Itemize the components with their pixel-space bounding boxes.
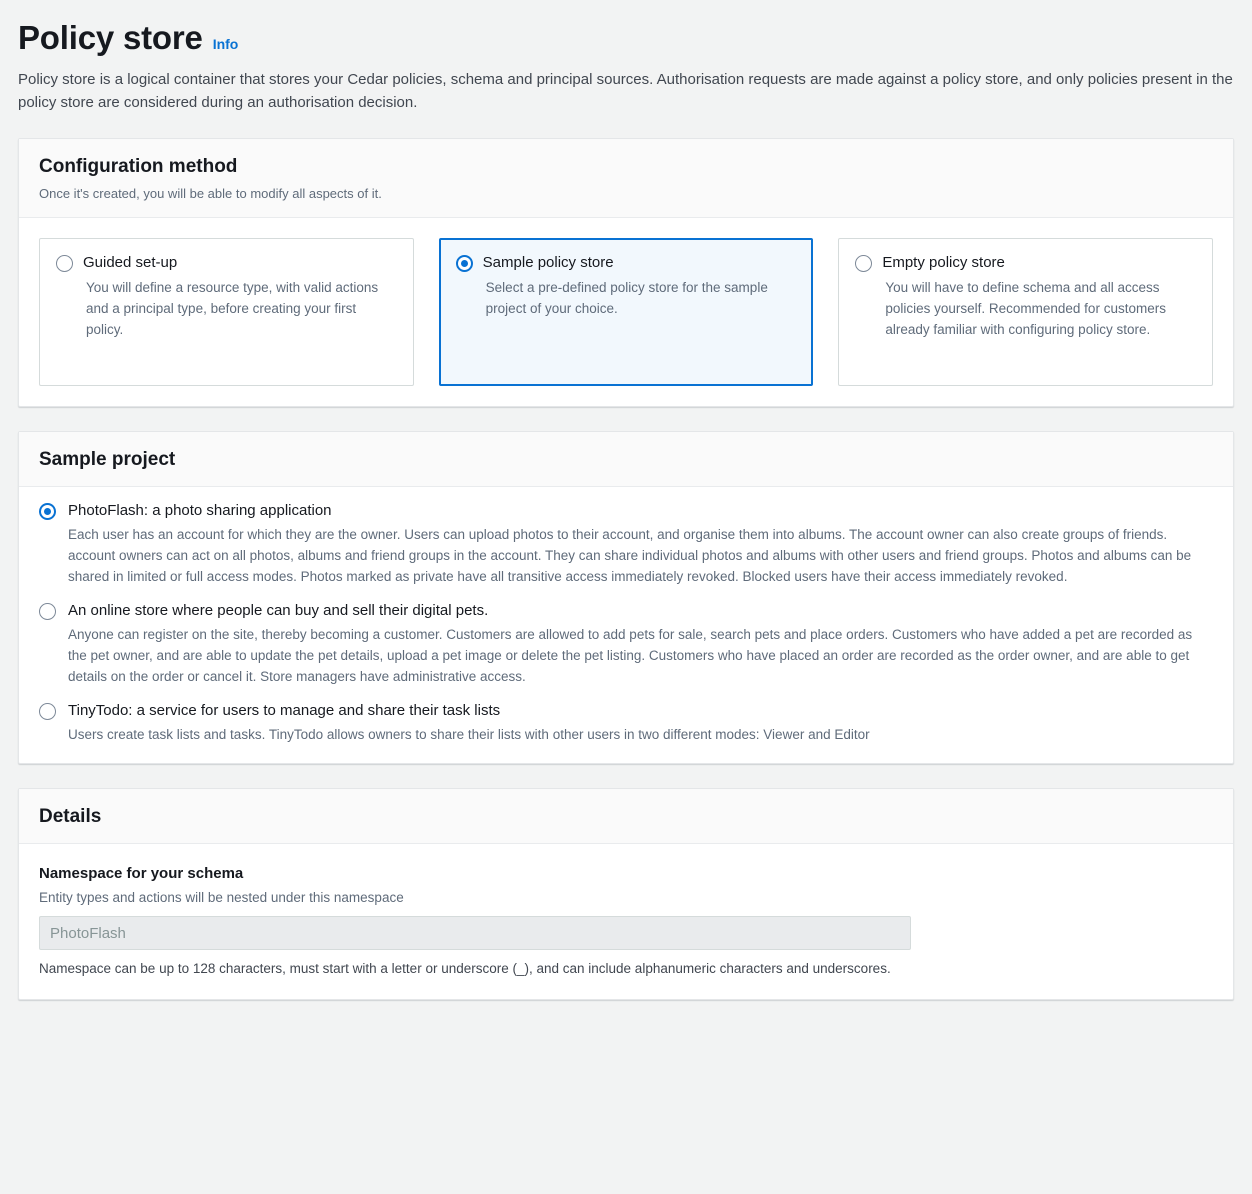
radio-icon-empty-policy-store[interactable] (855, 255, 872, 272)
tile-sample-policy-store-label: Sample policy store (482, 254, 614, 271)
radio-icon-photoflash[interactable] (39, 503, 56, 520)
sample-project-option-photoflash[interactable] (39, 501, 1213, 587)
namespace-label: Namespace for your schema (39, 865, 244, 882)
sample-project-card (18, 431, 1234, 764)
radio-wrap-digital-pets (39, 601, 56, 625)
tile-empty-policy-store[interactable] (838, 238, 1213, 386)
tile-empty-policy-store-label: Empty policy store (882, 254, 1005, 271)
tile-empty-policy-store-description: You will have to define schema and all access policies yourself. Recommended for customers already familiar with configuring policy store. (885, 280, 1166, 337)
page-description: Policy store is a logical container that stores your Cedar policies, schema and principal sources. Authorisation requests are made against a policy store, and only policies present in the policy store are considered during an authorisation decision. (18, 71, 1233, 111)
page-title: Policy store (18, 19, 203, 56)
sample-project-tinytodo-label: TinyTodo: a service for users to manage and share their task lists (68, 702, 501, 719)
configuration-method-card (18, 138, 1234, 407)
details-body (19, 844, 1233, 999)
sample-project-digital-pets-label: An online store where people can buy and sell their digital pets. (68, 602, 489, 619)
title-row (18, 18, 1234, 58)
sample-project-photoflash-description: Each user has an account for which they are the owner. Users can upload photos to their account, and organise them into albums. The account owner can also create groups of friends. account owners can act on all photos, albums and friend groups in the account. They can share individual photos and albums with other users and friend groups. Photos and albums can be shared in limited or full access modes. Photos marked as private have all transitive access immediately revoked. Blocked users have their access immediately revoked. (68, 527, 1192, 584)
tile-empty-policy-store-top (855, 253, 1196, 273)
tile-guided-setup-description: You will define a resource type, with valid actions and a principal type, before creating your first policy. (86, 280, 379, 337)
radio-wrap-photoflash (39, 501, 56, 525)
radio-wrap-tinytodo (39, 701, 56, 725)
tile-sample-policy-store-top (456, 253, 797, 273)
namespace-input[interactable]: PhotoFlash (39, 916, 911, 950)
tile-guided-setup[interactable] (39, 238, 414, 386)
sample-project-digital-pets-text (68, 601, 1213, 687)
tile-sample-policy-store[interactable] (439, 238, 814, 386)
info-link[interactable]: Info (212, 36, 239, 52)
sample-project-option-tinytodo[interactable] (39, 701, 1213, 745)
sample-project-option-digital-pets[interactable] (39, 601, 1213, 687)
sample-project-digital-pets-description: Anyone can register on the site, thereby becoming a customer. Customers are allowed to add pets for sale, search pets and place orders. Customers who have added a pet are recorded as the pet owner, and are able to update the pet details, upload a pet image or delete the pet listing. Customers who have placed an order are recorded as the order owner, and are able to get details on the order or cancel it. Store managers have administrative access. (68, 627, 1193, 684)
sample-project-header (19, 432, 1233, 487)
sample-project-tinytodo-text (68, 701, 1213, 745)
namespace-hint: Entity types and actions will be nested under this namespace (39, 890, 404, 905)
sample-project-title: Sample project (39, 449, 176, 470)
configuration-method-subtitle: Once it's created, you will be able to modify all aspects of it. (39, 186, 382, 201)
tile-sample-policy-store-description: Select a pre-defined policy store for the sample project of your choice. (485, 280, 768, 316)
namespace-constraint: Namespace can be up to 128 characters, must start with a letter or underscore (_), and can include alphanumeric characters and underscores. (39, 961, 891, 976)
sample-project-list (19, 487, 1233, 763)
radio-icon-digital-pets[interactable] (39, 603, 56, 620)
details-header (19, 789, 1233, 844)
configuration-method-body (19, 218, 1233, 406)
configuration-method-title: Configuration method (39, 156, 238, 177)
details-card (18, 788, 1234, 1000)
page-header (18, 18, 1234, 114)
configuration-method-header (19, 139, 1233, 218)
sample-project-photoflash-text (68, 501, 1213, 587)
sample-project-tinytodo-description: Users create task lists and tasks. TinyTodo allows owners to share their lists with other users in two different modes: Viewer and Editor (68, 727, 870, 742)
radio-icon-sample-policy-store[interactable] (456, 255, 473, 272)
radio-icon-tinytodo[interactable] (39, 703, 56, 720)
configuration-method-tiles (39, 238, 1213, 386)
details-title: Details (39, 806, 102, 827)
tile-guided-setup-top (56, 253, 397, 273)
radio-icon-guided-setup[interactable] (56, 255, 73, 272)
tile-guided-setup-label: Guided set-up (83, 254, 178, 271)
sample-project-photoflash-label: PhotoFlash: a photo sharing application (68, 502, 332, 519)
